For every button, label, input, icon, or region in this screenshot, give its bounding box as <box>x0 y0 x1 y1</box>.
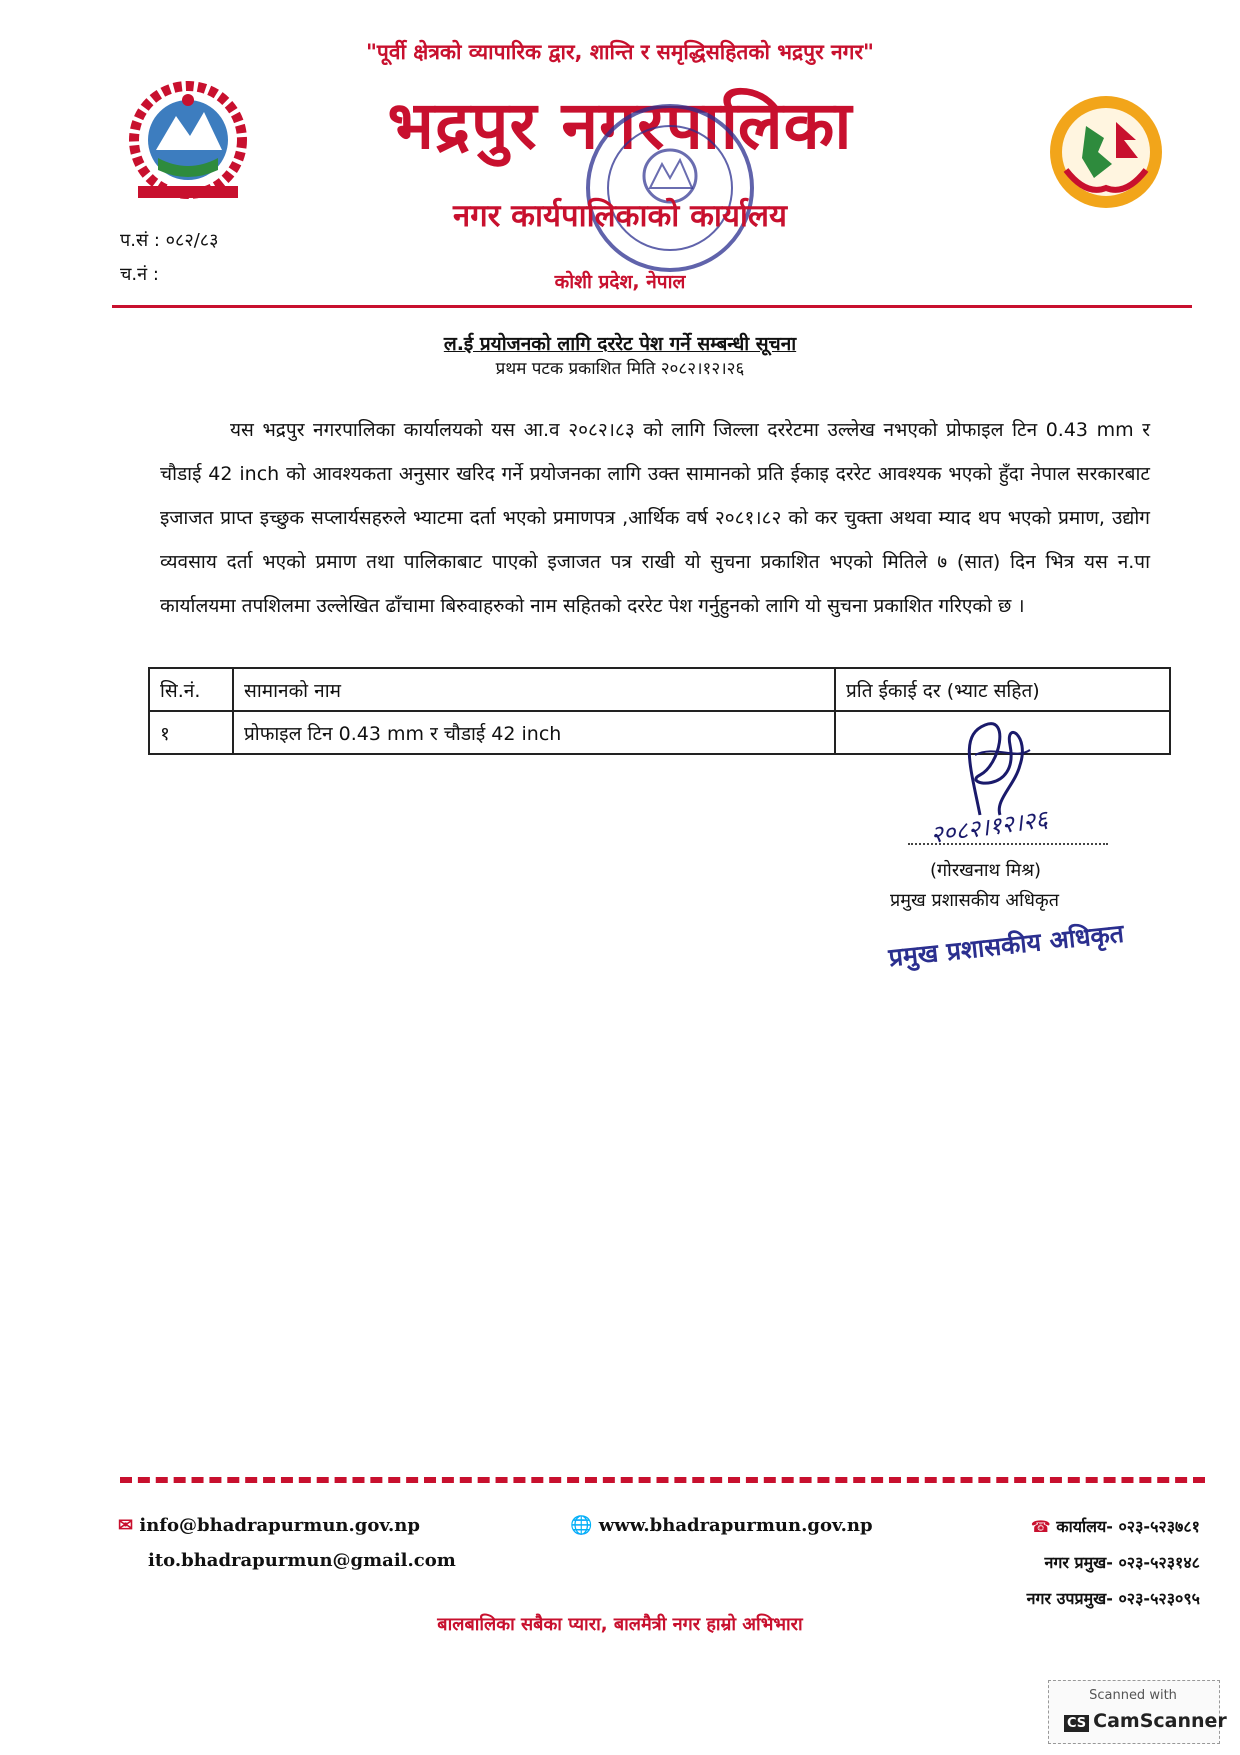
designation-stamp: प्रमुख प्रशासकीय अधिकृत <box>887 918 1126 973</box>
mail-icon: ✉ <box>118 1515 134 1536</box>
col-item-name: सामानको नाम <box>233 668 835 711</box>
phone-deputy: नगर उपप्रमुख- ०२३-५२३०९५ <box>1026 1589 1200 1608</box>
signatory-name: (गोरखनाथ मिश्र) <box>930 860 1041 881</box>
email-secondary[interactable]: ito.bhadrapurmun@gmail.com <box>148 1550 456 1571</box>
col-unit-rate: प्रति ईकाई दर (भ्याट सहित) <box>835 668 1170 711</box>
globe-icon: 🌐 <box>570 1515 593 1536</box>
signatory-title: प्रमुख प्रशासकीय अधिकृत <box>890 890 1059 911</box>
email-primary[interactable]: info@bhadrapurmun.gov.np <box>139 1515 420 1536</box>
scanned-with-label: Scanned with <box>1089 1688 1177 1703</box>
footer-dashed-divider <box>120 1477 1205 1483</box>
header-divider <box>112 305 1192 308</box>
cell-item-name: प्रोफाइल टिन 0.43 mm र चौडाई 42 inch <box>233 711 835 754</box>
cell-serial: १ <box>149 711 233 754</box>
ref-no: प.सं : ०८२/८३ <box>120 230 219 251</box>
published-date: प्रथम पटक प्रकाशित मिति २०८२।१२।२६ <box>495 359 745 379</box>
website-link[interactable]: www.bhadrapurmun.gov.np <box>598 1515 873 1536</box>
footer-website <box>570 1515 873 1536</box>
tagline: "पूर्वी क्षेत्रको व्यापारिक द्वार, शान्ति र समृद्धिसहितको भद्रपुर नगर" <box>365 40 874 64</box>
office-seal <box>580 98 760 278</box>
signature-date: २०८२।१२।२६ <box>928 804 1050 850</box>
phone-office: कार्यालय- ०२३-५२३७८१ <box>1056 1517 1200 1536</box>
notice-subject: ल.ई प्रयोजनको लागि दररेट पेश गर्ने सम्बन्धी सूचना <box>443 333 797 355</box>
phone-icon: ☎ <box>1030 1517 1051 1536</box>
footer-contacts-email <box>118 1515 456 1585</box>
municipality-name: भद्रपुर नगरपालिका <box>387 87 853 164</box>
footer-phones <box>900 1515 1200 1623</box>
dispatch-no: च.नं : <box>120 264 159 285</box>
office-name: नगर कार्यपालिकाको कार्यालय <box>453 198 787 234</box>
notice-body: यस भद्रपुर नगरपालिका कार्यालयको यस आ.व २०८२।८३ को लागि जिल्ला दररेटमा उल्लेख नभएको प्रोफाइल टिन 0.43 mm र चौडाई 42 inch को आवश्यकता अनुसार खरिद गर्ने प्रयोजनका लागि उक्त सामानको प्रति ईकाइ दररेट आवश्यक भएको हुँदा नेपाल सरकारबाट इजाजत प्राप्त इच्छुक सप्लार्यसहरुले भ्याटमा दर्ता भएको प्रमाणपत्र ,आर्थिक वर्ष २०८१।८२ को कर चुक्ता अथवा म्याद थप भएको प्रमाण, उद्योग व्यवसाय दर्ता भएको प्रमाण तथा पालिकाबाट पाएको इजाजत पत्र राखी यो सुचना प्रकाशित भएको मितिले ७ (सात) दिन भित्र यस न.पा कार्यालयमा तपशिलमा उल्लेखित ढाँचामा बिरुवाहरुको नाम सहितको दररेट पेश गर्नुहुनको लागि यो सुचना प्रकाशित गरिएको छ । <box>160 419 1150 617</box>
phone-mayor: नगर प्रमुख- ०२३-५२३१४८ <box>1044 1553 1200 1572</box>
footer-motto: बालबालिका सबैका प्यारा, बालमैत्री नगर हाम्रो अभिभारा <box>437 1614 803 1635</box>
office-address: कोशी प्रदेश, नेपाल <box>554 271 686 293</box>
camscanner-icon: CS <box>1064 1715 1089 1732</box>
col-serial: सि.नं. <box>149 668 233 711</box>
camscanner-label: CS CamScanner <box>1064 1710 1227 1732</box>
